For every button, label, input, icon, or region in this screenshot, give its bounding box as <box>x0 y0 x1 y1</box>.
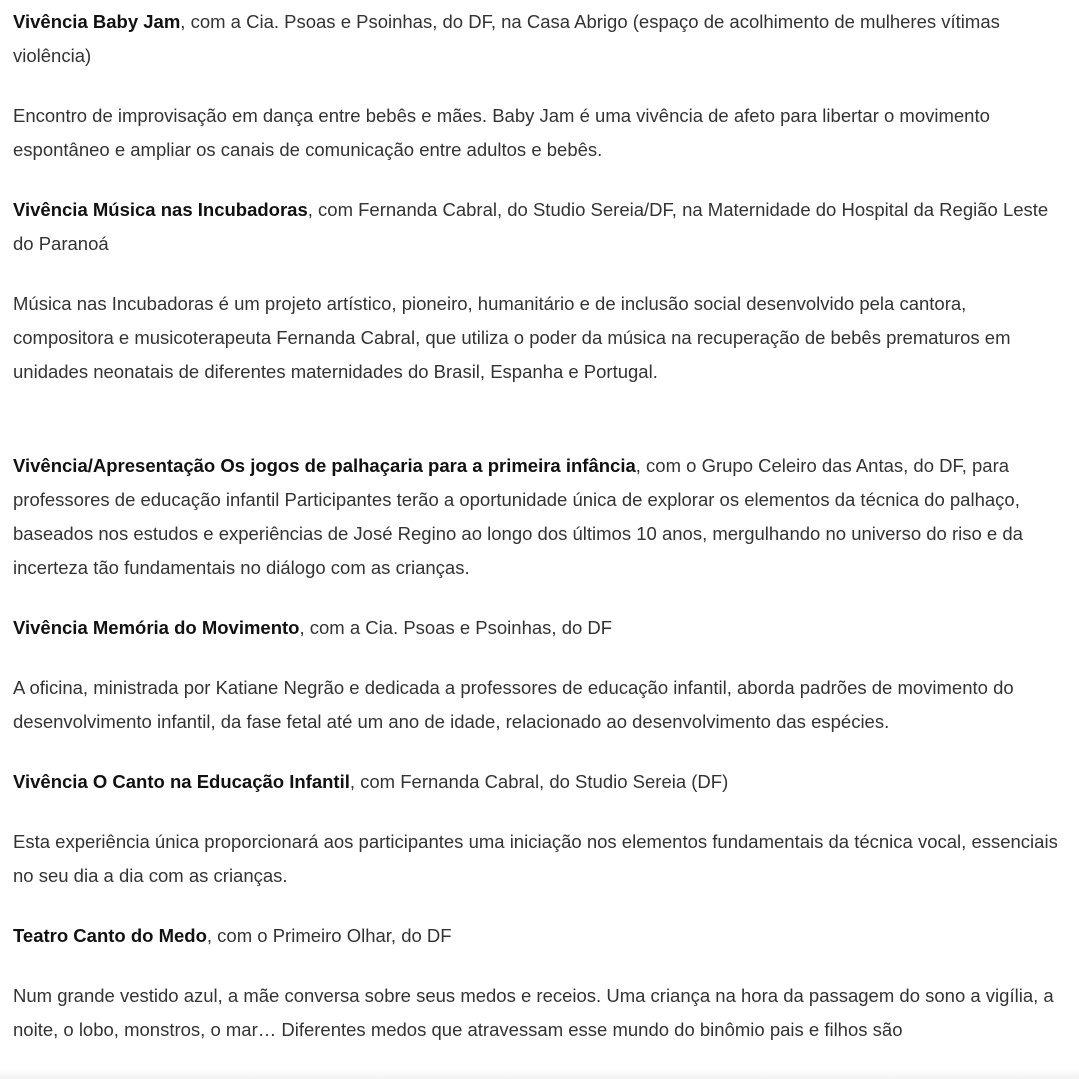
event-title: Vivência O Canto na Educação Infantil <box>13 771 350 792</box>
event-title: Vivência/Apresentação Os jogos de palhaçaria para a primeira infância <box>13 455 636 476</box>
event-details: , com o Primeiro Olhar, do DF <box>206 925 452 946</box>
event-title: Vivência Música nas Incubadoras <box>13 199 308 220</box>
event-details: , com Fernanda Cabral, do Studio Sereia (DF) <box>349 771 729 792</box>
event-heading-memoria-movimento <box>13 611 1059 645</box>
event-description-canto-educacao: Esta experiência única proporcionará aos participantes uma iniciação nos elementos fundamentais da técnica vocal, essenciais no seu dia a dia com as crianças. <box>13 831 1058 886</box>
event-details: , com o Grupo Celeiro das Antas, do DF, para professores de educação infantil Participantes terão a oportunidade única de explorar os elementos da técnica do palhaço, baseados nos estudos e experiências de José Regino ao longo dos últimos 10 anos, mergulhando no universo do riso e da incerteza tão fundamentais no diálogo com as crianças. <box>13 455 1023 578</box>
event-title: Vivência Baby Jam <box>13 11 181 32</box>
event-heading-baby-jam <box>13 5 1059 73</box>
event-heading-canto-medo <box>13 919 1059 953</box>
event-heading-canto-educacao <box>13 765 1059 799</box>
event-heading-musica-incubadoras <box>13 193 1059 261</box>
event-details: , com a Cia. Psoas e Psoinhas, do DF, na Casa Abrigo (espaço de acolhimento de mulheres vítimas violência) <box>13 11 1000 66</box>
event-details: , com a Cia. Psoas e Psoinhas, do DF <box>299 617 613 638</box>
event-description-canto-medo: Num grande vestido azul, a mãe conversa sobre seus medos e receios. Uma criança na hora da passagem do sono a vigília, a noite, o lobo, monstros, o mar… Diferentes medos que atravessam esse mundo do binômio pais e filhos são <box>13 985 1054 1040</box>
event-description-memoria-movimento: A oficina, ministrada por Katiane Negrão e dedicada a professores de educação infantil, aborda padrões de movimento do desenvolvimento infantil, da fase fetal até um ano de idade, relacionado ao desenvolvimento das espécies. <box>13 677 1014 732</box>
event-description-baby-jam: Encontro de improvisação em dança entre bebês e mães. Baby Jam é uma vivência de afeto para libertar o movimento espontâneo e ampliar os canais de comunicação entre adultos e bebês. <box>13 105 990 160</box>
event-title: Teatro Canto do Medo <box>13 925 207 946</box>
event-description-musica-incubadoras: Música nas Incubadoras é um projeto artístico, pioneiro, humanitário e de inclusão social desenvolvido pela cantora, compositora e musicoterapeuta Fernanda Cabral, que utiliza o poder da música na recuperação de bebês prematuros em unidades neonatais de diferentes maternidades do Brasil, Espanha e Portugal. <box>13 293 1011 382</box>
event-title: Vivência Memória do Movimento <box>13 617 300 638</box>
event-heading-palhacaria <box>13 449 1059 585</box>
bottom-fade <box>0 1069 1079 1079</box>
event-details: , com Fernanda Cabral, do Studio Sereia/DF, na Maternidade do Hospital da Região Leste do Paranoá <box>13 199 1049 254</box>
